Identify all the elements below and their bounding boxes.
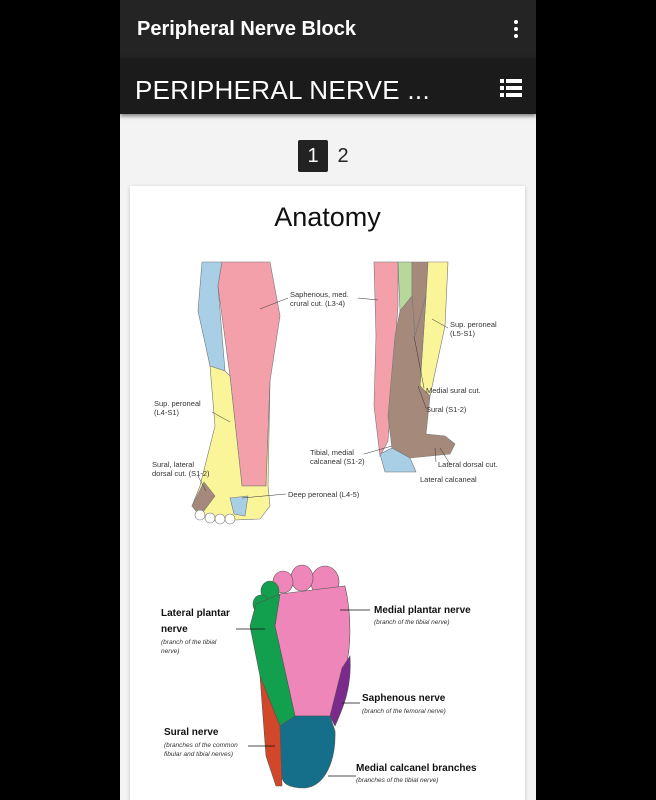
saphenous-label-2: crural cut. (L3-4) [290, 299, 346, 308]
saphenous-note: (branch of the femoral nerve) [362, 708, 446, 715]
app-bar [120, 0, 536, 58]
sural-note-2: fibular and tibial nerves) [164, 751, 234, 758]
sup-peroneal-left-label-1: Sup. peroneal [154, 399, 201, 408]
section-bar [120, 58, 536, 114]
section-title: PERIPHERAL NERVE ... [135, 75, 430, 105]
tibial-medial-label-1: Tibial, medial [310, 448, 354, 457]
saphenous-label-1: Saphenous, med. [290, 290, 349, 299]
card-title: Anatomy [274, 202, 381, 232]
more-vert-icon[interactable] [513, 20, 519, 38]
anatomy-illustration [130, 186, 525, 800]
medial-plantar-title: Medial plantar nerve [374, 605, 471, 616]
sural-title: Sural nerve [164, 727, 219, 738]
sup-peroneal-right-label-2: (L5-S1) [450, 329, 476, 338]
medial-plantar-note: (branch of the tibial nerve) [374, 619, 450, 626]
sural-lateral-label-2: dorsal cut. (S1-2) [152, 469, 210, 478]
medial-calcaneal-note: (branches of the tibial nerve) [356, 777, 439, 784]
lateral-dorsal-label: Lateral dorsal cut. [438, 460, 498, 469]
deep-peroneal-label: Deep peroneal (L4-5) [288, 490, 360, 499]
lateral-calcaneal-label: Lateral calcaneal [420, 475, 477, 484]
lateral-plantar-title-2: nerve [161, 624, 188, 635]
sole-diagram [161, 565, 477, 788]
saphenous-title: Saphenous nerve [362, 693, 446, 704]
anatomy-card [130, 186, 525, 800]
page-2-button[interactable]: 2 [337, 145, 349, 167]
lateral-plantar-title-1: Lateral plantar [161, 608, 230, 619]
sural-lateral-label-1: Sural, lateral [152, 460, 195, 469]
lateral-plantar-note-2: nerve) [161, 648, 180, 655]
tibial-medial-label-2: calcaneal (S1-2) [310, 457, 365, 466]
sural-note-1: (branches of the common [164, 742, 238, 749]
sural-label: Sural (S1-2) [426, 405, 467, 414]
phone-screen [120, 0, 536, 800]
view-list-icon[interactable] [500, 79, 522, 97]
lateral-plantar-note-1: (branch of the tibial [161, 639, 217, 646]
medial-sural-label: Medial sural cut. [426, 386, 481, 395]
pagination [120, 140, 536, 172]
medial-calcaneal-title: Medial calcanel branches [356, 763, 477, 774]
sup-peroneal-left-label-2: (L4-S1) [154, 408, 180, 417]
front-leg-diagram [152, 262, 360, 524]
sup-peroneal-right-label-1: Sup. peroneal [450, 320, 497, 329]
page-1-button[interactable]: 1 [298, 140, 328, 172]
app-title: Peripheral Nerve Block [137, 18, 356, 40]
